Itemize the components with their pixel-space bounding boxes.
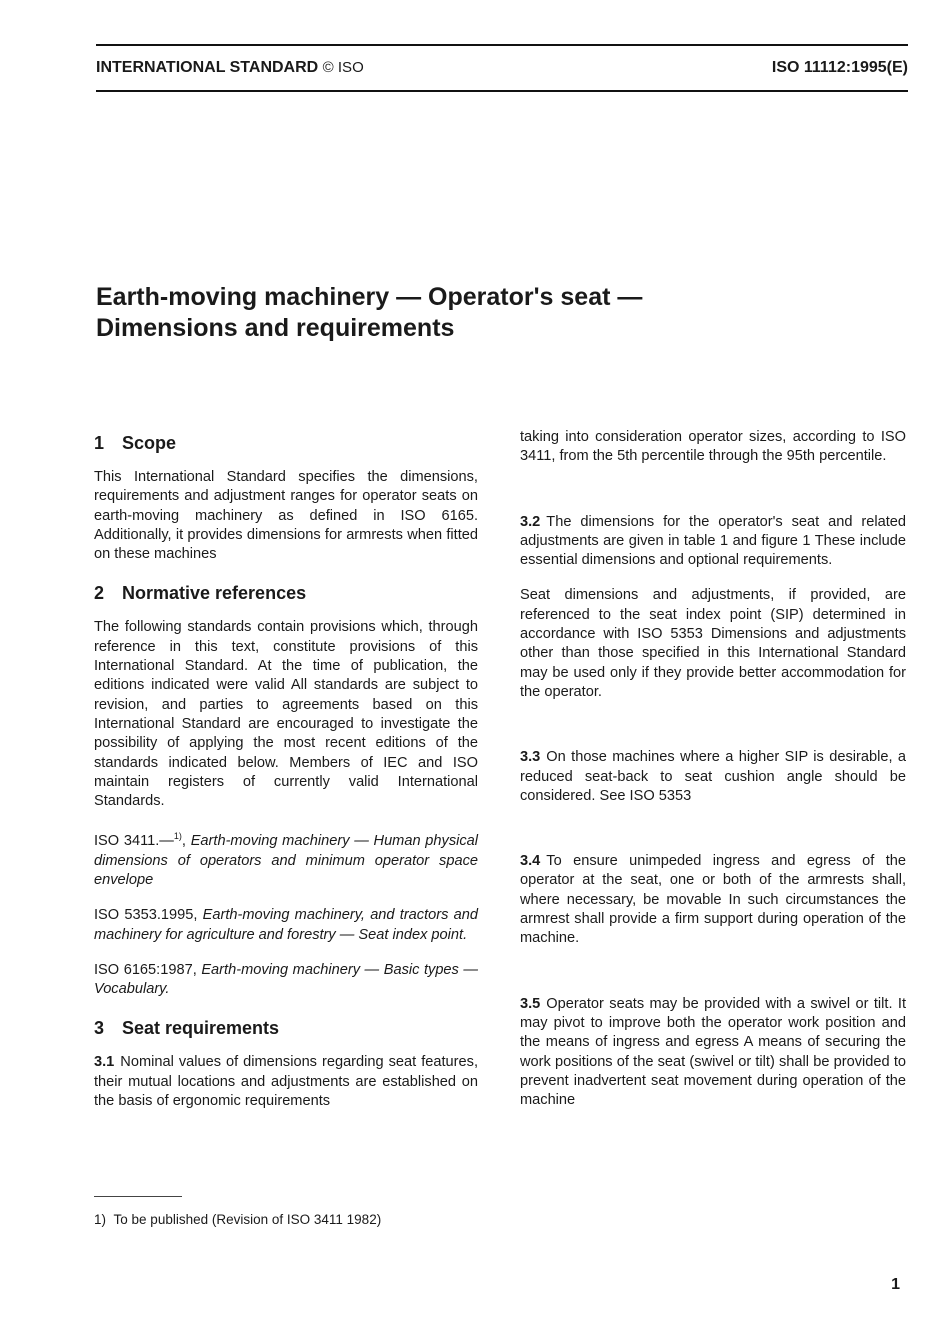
footnote: 1) To be published (Revision of ISO 3411 1982) <box>94 1212 382 1227</box>
reference-entry: ISO 5353.1995, Earth-moving machinery, and tractors and machinery for agriculture and forestry — Seat index point. <box>94 907 479 943</box>
clause-3-4: 3.4 To ensure unimpeded ingress and egress of the operator at the seat, one or both of the armrests shall, where necessary, be movable In such circumstances the armrest shall provide a firm support during operation of the machine. <box>520 853 906 947</box>
document-title <box>96 282 642 344</box>
clause-3-1: 3.1 Nominal values of dimensions regarding seat features, their mutual locations and adjustments are established on the basis of ergonomic requirements <box>94 1054 478 1109</box>
footnote-separator <box>94 1196 182 1197</box>
clause-3-2-paragraph-2: Seat dimensions and adjustments, if provided, are referenced to the seat index point (SIP) determined in accordance with ISO 5353 Dimensions and adjustments other than those specified in this International Standard may be used only if they provide better accommodation for the operator. <box>520 587 906 700</box>
section-heading-normative-references: 2 Normative references <box>94 583 307 604</box>
right-column <box>520 429 906 1126</box>
title-line-2: Dimensions and requirements <box>96 314 455 342</box>
copyright-mark: © ISO <box>322 59 364 76</box>
reference-entry: ISO 3411.—$^{1)}$, Earth-moving machinery — Human physical dimensions of operators and minimum operator space envelope <box>94 831 479 888</box>
clause-3-2: 3.2 The dimensions for the operator's seat and related adjustments are given in table 1 and figure 1 These include essential dimensions and optional requirements. <box>520 513 906 569</box>
normative-references-body: The following standards contain provisions which, through reference in this text, constitute provisions of this International Standard. At the time of publication, the editions indicated were valid All standards are subject to revision, and parties to agreements based on this International Standard are encouraged to investigate the possibility of applying the most recent editions of the standards indicated below. Members of IEC and ISO maintain registers of currently valid International Standards. <box>94 619 478 810</box>
page-number: 1 <box>891 1276 900 1293</box>
reference-entry: ISO 6165:1987, Earth-moving machinery — Basic types — Vocabulary. <box>94 961 479 998</box>
clause-3-5: 3.5 Operator seats may be provided with a swivel or tilt. It may pivot to improve both the operator work position and the means of ingress and egress A means of securing the work positions of the seat (swivel or tilt) shall be provided to prevent inadvertent seat movement during operation of the machine <box>520 995 906 1109</box>
section-heading-scope: 1 Scope <box>94 433 177 453</box>
section-heading-seat-requirements: 3 Seat requirements <box>94 1018 280 1039</box>
header-document-number: ISO 11112:1995(E) <box>771 59 908 76</box>
header-top-rule <box>96 44 908 46</box>
clause-3-1-continued: taking into consideration operator sizes, according to ISO 3411, from the 5th percentile through the 95th percentile. <box>520 429 906 465</box>
header-standard-label: INTERNATIONAL STANDARD © ISO <box>96 59 364 76</box>
header-bottom-rule <box>96 90 908 92</box>
clause-3-3: 3.3 On those machines where a higher SIP is desirable, a reduced seat-back to seat cushion angle should be considered. See ISO 5353 <box>520 749 906 804</box>
left-column <box>94 432 478 1127</box>
title-line-1: Earth-moving machinery — Operator's seat — <box>96 283 643 311</box>
scope-body: This International Standard specifies the dimensions, requirements and adjustment ranges for operator seats on earth-moving machinery as defined in ISO 6165. Additionally, it provides dimensions for armrests when fitted on these machines <box>94 469 478 563</box>
